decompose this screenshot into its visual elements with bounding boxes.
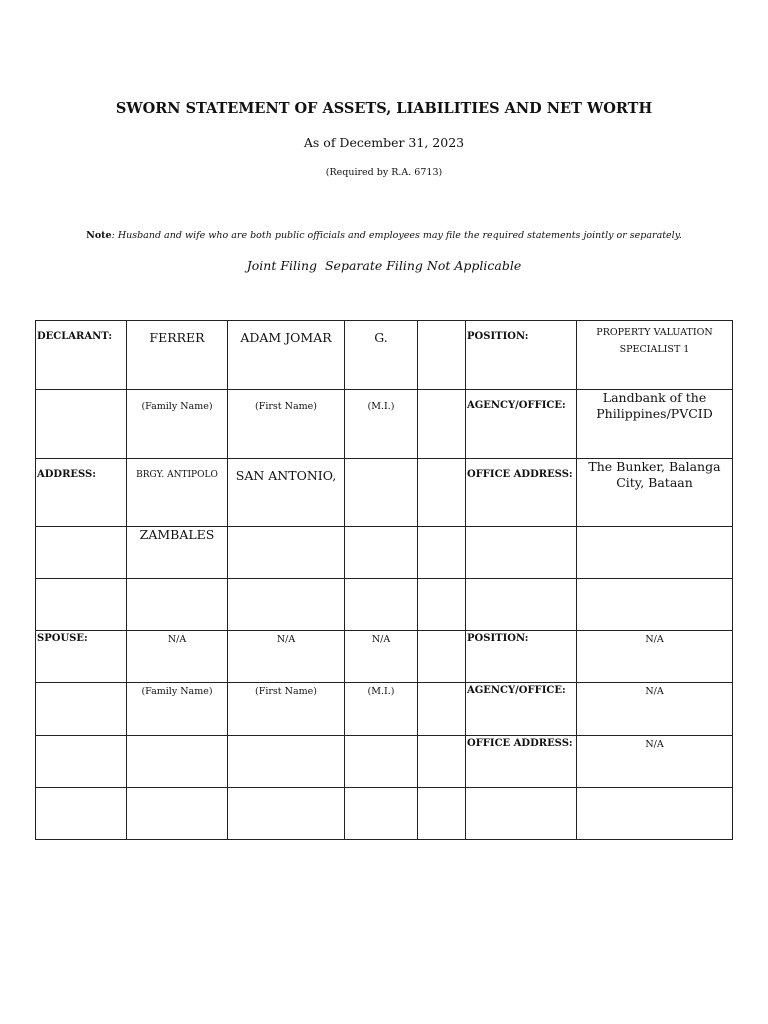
address-line-1[interactable]: BRGY. ANTIPOLO — [127, 459, 228, 527]
table-row — [36, 390, 733, 459]
empty-cell — [466, 788, 577, 840]
empty-cell — [345, 788, 418, 840]
empty-cell — [36, 736, 127, 788]
declarant-spouse-table — [35, 320, 733, 840]
empty-cell — [418, 683, 466, 736]
empty-cell — [228, 788, 345, 840]
empty-cell — [466, 579, 577, 631]
table-row — [36, 459, 733, 527]
empty-cell — [228, 736, 345, 788]
table-row — [36, 788, 733, 840]
empty-cell — [127, 579, 228, 631]
office-address-label: OFFICE ADDRESS: — [466, 459, 577, 527]
empty-cell — [418, 631, 466, 683]
filing-note — [0, 230, 768, 241]
spouse-mi-caption: (M.I.) — [345, 683, 418, 736]
note-text: : Husband and wife who are both public officials and employees may file the required statements jointly or separately. — [111, 230, 682, 241]
spouse-first-name[interactable]: N/A — [228, 631, 345, 683]
empty-cell — [36, 579, 127, 631]
declarant-label: DECLARANT: — [36, 321, 127, 390]
empty-cell — [418, 788, 466, 840]
legal-basis: (Required by R.A. 6713) — [325, 167, 443, 178]
table-row — [36, 527, 733, 579]
table-row — [36, 631, 733, 683]
empty-cell — [577, 788, 733, 840]
mi-caption: (M.I.) — [345, 390, 418, 459]
empty-cell — [228, 579, 345, 631]
spouse-office-address-label: OFFICE ADDRESS: — [466, 736, 577, 788]
filing-options: Joint Filing Separate Filing Not Applicable — [246, 258, 522, 273]
as-of-date: As of December 31, 2023 — [303, 135, 465, 150]
first-name-caption: (First Name) — [228, 390, 345, 459]
table-row — [36, 736, 733, 788]
empty-cell — [466, 527, 577, 579]
empty-cell — [418, 321, 466, 390]
empty-cell — [36, 788, 127, 840]
document-title: SWORN STATEMENT OF ASSETS, LIABILITIES AND NET WORTH — [115, 100, 653, 117]
declarant-position[interactable]: PROPERTY VALUATION SPECIALIST 1 — [577, 321, 733, 390]
note-label: Note — [86, 230, 112, 241]
spouse-family-name-caption: (Family Name) — [127, 683, 228, 736]
spouse-family-name[interactable]: N/A — [127, 631, 228, 683]
declarant-first-name[interactable]: ADAM JOMAR — [228, 321, 345, 390]
empty-cell — [418, 736, 466, 788]
declarant-agency-label: AGENCY/OFFICE: — [466, 390, 577, 459]
table-row — [36, 579, 733, 631]
empty-cell — [345, 459, 418, 527]
spouse-mi[interactable]: N/A — [345, 631, 418, 683]
empty-cell — [577, 579, 733, 631]
empty-cell — [577, 527, 733, 579]
empty-cell — [127, 788, 228, 840]
declarant-family-name[interactable]: FERRER — [127, 321, 228, 390]
empty-cell — [36, 390, 127, 459]
empty-cell — [418, 390, 466, 459]
family-name-caption: (Family Name) — [127, 390, 228, 459]
declarant-position-label: POSITION: — [466, 321, 577, 390]
spouse-label: SPOUSE: — [36, 631, 127, 683]
table-row — [36, 321, 733, 390]
declarant-agency[interactable]: Landbank of the Philippines/PVCID — [577, 390, 733, 459]
address-line-2[interactable]: SAN ANTONIO, — [228, 459, 345, 527]
table-row — [36, 683, 733, 736]
spouse-agency-label: AGENCY/OFFICE: — [466, 683, 577, 736]
spouse-position[interactable]: N/A — [577, 631, 733, 683]
office-address[interactable]: The Bunker, Balanga City, Bataan — [577, 459, 733, 527]
address-label: ADDRESS: — [36, 459, 127, 527]
empty-cell — [418, 459, 466, 527]
empty-cell — [127, 736, 228, 788]
empty-cell — [228, 527, 345, 579]
empty-cell — [345, 527, 418, 579]
empty-cell — [36, 527, 127, 579]
spouse-office-address[interactable]: N/A — [577, 736, 733, 788]
empty-cell — [345, 579, 418, 631]
address-line-3[interactable]: ZAMBALES — [127, 527, 228, 579]
empty-cell — [345, 736, 418, 788]
empty-cell — [418, 579, 466, 631]
empty-cell — [418, 527, 466, 579]
declarant-mi[interactable]: G. — [345, 321, 418, 390]
spouse-agency[interactable]: N/A — [577, 683, 733, 736]
spouse-position-label: POSITION: — [466, 631, 577, 683]
empty-cell — [36, 683, 127, 736]
spouse-first-name-caption: (First Name) — [228, 683, 345, 736]
